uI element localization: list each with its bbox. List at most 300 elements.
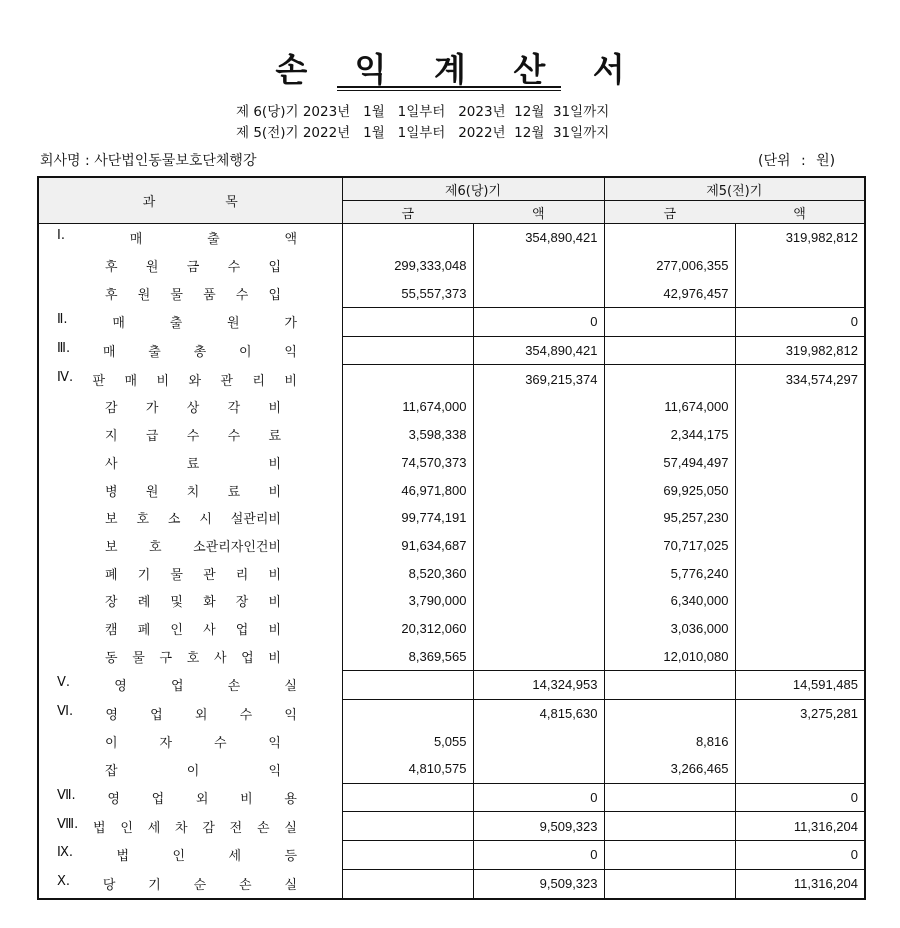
current-total-amount bbox=[473, 642, 604, 670]
current-sub-amount: 299,333,048 bbox=[342, 252, 473, 280]
label-part: 원 bbox=[227, 316, 240, 332]
label-part: 호 bbox=[149, 539, 162, 555]
previous-total-amount bbox=[735, 252, 864, 280]
label-part: 물 bbox=[132, 650, 145, 666]
label-part: 원 bbox=[145, 484, 159, 500]
company-name: 회사명 : 사단법인동물보호단체행강 bbox=[40, 153, 257, 169]
previous-total-amount bbox=[735, 279, 864, 307]
label-part: 인 bbox=[170, 622, 183, 638]
account-cell bbox=[39, 449, 342, 477]
label-part: 폐 bbox=[105, 567, 118, 583]
account-label bbox=[39, 256, 281, 275]
previous-sub-amount bbox=[604, 671, 735, 700]
table-row bbox=[39, 336, 864, 365]
table-row bbox=[39, 727, 864, 755]
current-sub-amount: 3,598,338 bbox=[342, 421, 473, 449]
label-part: 후 bbox=[105, 287, 118, 303]
current-sub-amount bbox=[342, 365, 473, 393]
label-part: 품 bbox=[203, 287, 216, 303]
account-label bbox=[39, 425, 281, 444]
previous-total-amount: 0 bbox=[735, 783, 864, 812]
account-cell bbox=[39, 308, 342, 337]
label-part: 수 bbox=[213, 735, 227, 751]
previous-total-amount: 11,316,204 bbox=[735, 812, 864, 841]
account-cell bbox=[39, 393, 342, 421]
current-sub-amount: 91,634,687 bbox=[342, 532, 473, 560]
label-part: 법 bbox=[93, 820, 106, 836]
account-label bbox=[39, 874, 297, 893]
table-row bbox=[39, 869, 864, 897]
account-label bbox=[39, 647, 281, 666]
label-part: 업 bbox=[235, 622, 249, 638]
current-amount-header-b: 액 bbox=[473, 201, 604, 224]
account-label bbox=[39, 845, 297, 864]
label-part: 외 bbox=[195, 792, 209, 808]
label-part: 보 bbox=[105, 512, 118, 528]
current-total-amount bbox=[473, 252, 604, 280]
previous-total-amount bbox=[735, 615, 864, 643]
current-sub-amount bbox=[342, 336, 473, 365]
label-part: 장 bbox=[105, 595, 118, 611]
current-amount-header-a: 금 bbox=[342, 201, 473, 224]
label-part: 이 bbox=[186, 763, 200, 779]
current-sub-amount bbox=[342, 308, 473, 337]
current-total-amount bbox=[473, 449, 604, 477]
previous-sub-amount bbox=[604, 699, 735, 727]
label-part: 손 bbox=[227, 679, 241, 695]
previous-total-amount bbox=[735, 642, 864, 670]
account-header-char: 목 bbox=[225, 195, 238, 210]
label-part: 출 bbox=[169, 316, 183, 332]
income-statement-table bbox=[39, 178, 864, 898]
label-part: 원 bbox=[145, 260, 159, 276]
label-part: 수 bbox=[235, 287, 249, 303]
label-part: 비 bbox=[268, 401, 281, 417]
label-part: 비 bbox=[268, 484, 281, 500]
label-part: 입 bbox=[268, 287, 281, 303]
label-part: 익 bbox=[268, 735, 281, 751]
header-row-1 bbox=[39, 178, 864, 201]
previous-total-amount bbox=[735, 504, 864, 532]
account-label bbox=[39, 536, 281, 555]
label-part: 감 bbox=[105, 401, 118, 417]
table-row bbox=[39, 504, 864, 532]
label-part: Ⅷ. bbox=[57, 816, 79, 832]
label-part: 실 bbox=[284, 877, 297, 893]
current-total-amount: 14,324,953 bbox=[473, 671, 604, 700]
account-header bbox=[39, 178, 342, 224]
label-part: 화 bbox=[203, 595, 216, 611]
label-part: 비 bbox=[268, 650, 281, 666]
account-label bbox=[39, 370, 297, 389]
label-part: 손 bbox=[239, 877, 252, 893]
label-part: 비 bbox=[268, 622, 281, 638]
current-sub-amount: 8,369,565 bbox=[342, 642, 473, 670]
previous-sub-amount bbox=[604, 783, 735, 812]
previous-total-amount: 319,982,812 bbox=[735, 336, 864, 365]
current-total-amount bbox=[473, 532, 604, 560]
current-total-amount bbox=[473, 476, 604, 504]
label-part: 기 bbox=[137, 567, 151, 583]
previous-total-amount: 0 bbox=[735, 841, 864, 870]
table-row bbox=[39, 252, 864, 280]
label-part: 가 bbox=[284, 316, 297, 332]
current-total-amount bbox=[473, 279, 604, 307]
label-part: 원 bbox=[137, 287, 151, 303]
table-row bbox=[39, 421, 864, 449]
previous-sub-amount bbox=[604, 336, 735, 365]
account-label bbox=[39, 675, 297, 694]
previous-amount-header-a: 금 bbox=[604, 201, 735, 224]
label-part: 판 bbox=[92, 373, 106, 389]
previous-sub-amount bbox=[604, 365, 735, 393]
label-part: 영 bbox=[105, 707, 118, 723]
current-sub-amount: 99,774,191 bbox=[342, 504, 473, 532]
current-sub-amount bbox=[342, 224, 473, 252]
table-row bbox=[39, 841, 864, 870]
label-part: 급 bbox=[145, 429, 159, 445]
current-total-amount bbox=[473, 393, 604, 421]
label-part: 입 bbox=[268, 260, 281, 276]
label-part: 사 bbox=[105, 456, 118, 472]
current-sub-amount: 4,810,575 bbox=[342, 755, 473, 783]
previous-total-amount: 3,275,281 bbox=[735, 699, 864, 727]
current-sub-amount: 3,790,000 bbox=[342, 587, 473, 615]
previous-sub-amount bbox=[604, 812, 735, 841]
table-row bbox=[39, 224, 864, 252]
label-part: 수 bbox=[186, 429, 200, 445]
label-part: Ⅲ. bbox=[57, 341, 71, 357]
current-sub-amount bbox=[342, 783, 473, 812]
label-part: 영 bbox=[107, 792, 120, 808]
table-row bbox=[39, 755, 864, 783]
table-row bbox=[39, 476, 864, 504]
account-cell bbox=[39, 504, 342, 532]
label-part: Ⅶ. bbox=[57, 788, 76, 804]
label-part: 수 bbox=[239, 707, 253, 723]
current-sub-amount: 5,055 bbox=[342, 727, 473, 755]
account-label bbox=[39, 788, 297, 807]
account-cell bbox=[39, 727, 342, 755]
label-part: 관 bbox=[220, 373, 233, 389]
label-part: 지 bbox=[105, 429, 118, 445]
account-cell bbox=[39, 587, 342, 615]
account-cell bbox=[39, 671, 342, 700]
current-total-amount: 354,890,421 bbox=[473, 224, 604, 252]
label-part: 페 bbox=[137, 622, 151, 638]
label-part: 법 bbox=[116, 849, 130, 865]
label-part: 관 bbox=[203, 567, 216, 583]
current-total-amount bbox=[473, 615, 604, 643]
label-part: 액 bbox=[284, 232, 297, 248]
label-part: 비 bbox=[268, 567, 281, 583]
label-part: 인 bbox=[172, 849, 186, 865]
previous-total-amount: 0 bbox=[735, 308, 864, 337]
account-label bbox=[39, 619, 281, 638]
label-part: 차 bbox=[175, 820, 188, 836]
table-row bbox=[39, 279, 864, 307]
current-total-amount bbox=[473, 421, 604, 449]
title-underline-thin bbox=[337, 90, 561, 91]
previous-total-amount bbox=[735, 559, 864, 587]
account-cell bbox=[39, 755, 342, 783]
table-row bbox=[39, 615, 864, 643]
label-part: 설관리비 bbox=[230, 512, 281, 528]
label-part: 장 bbox=[235, 595, 249, 611]
label-part: 잡 bbox=[105, 763, 118, 779]
previous-total-amount: 319,982,812 bbox=[785, 230, 858, 246]
previous-sub-amount: 277,006,355 bbox=[604, 252, 735, 280]
previous-sub-amount: 12,010,080 bbox=[604, 642, 735, 670]
table-row bbox=[39, 699, 864, 727]
table-row bbox=[39, 449, 864, 477]
current-sub-amount: 46,971,800 bbox=[342, 476, 473, 504]
current-period-header: 제6(당)기 bbox=[342, 178, 604, 201]
label-part: 순 bbox=[193, 877, 207, 893]
label-part: 매 bbox=[124, 373, 138, 389]
account-cell bbox=[39, 336, 342, 365]
label-part: 료 bbox=[186, 456, 200, 472]
previous-sub-amount: 11,674,000 bbox=[604, 393, 735, 421]
previous-sub-amount: 5,776,240 bbox=[604, 559, 735, 587]
current-total-amount: 369,215,374 bbox=[473, 365, 604, 393]
account-cell bbox=[39, 365, 342, 393]
account-label bbox=[39, 508, 281, 527]
previous-sub-amount: 42,976,457 bbox=[604, 279, 735, 307]
label-part: 료 bbox=[268, 429, 281, 445]
previous-total-amount bbox=[735, 727, 864, 755]
account-label bbox=[39, 704, 297, 723]
table-row bbox=[39, 559, 864, 587]
account-cell bbox=[39, 279, 342, 307]
current-total-amount bbox=[473, 587, 604, 615]
previous-sub-amount: 95,257,230 bbox=[604, 504, 735, 532]
label-part: 물 bbox=[170, 287, 183, 303]
previous-total-amount: 11,316,204 bbox=[735, 869, 864, 897]
previous-sub-amount bbox=[604, 308, 735, 337]
table-row bbox=[39, 671, 864, 700]
label-part: 사 bbox=[213, 650, 227, 666]
previous-total-amount bbox=[735, 393, 864, 421]
account-label bbox=[39, 228, 297, 247]
account-header-char: 과 bbox=[142, 195, 156, 210]
current-sub-amount: 11,674,000 bbox=[342, 393, 473, 421]
label-part: 용 bbox=[284, 792, 297, 808]
current-sub-amount: 74,570,373 bbox=[342, 449, 473, 477]
label-part: 소 bbox=[167, 512, 181, 528]
account-cell bbox=[39, 812, 342, 841]
account-label bbox=[39, 760, 281, 779]
current-total-amount bbox=[473, 504, 604, 532]
previous-sub-amount: 57,494,497 bbox=[604, 449, 735, 477]
label-part: 각 bbox=[227, 401, 241, 417]
label-part: 출 bbox=[207, 232, 220, 248]
account-cell bbox=[39, 783, 342, 812]
label-part: 등 bbox=[284, 849, 297, 865]
previous-sub-amount bbox=[604, 841, 735, 870]
current-period: 제 6(당)기 2023년 1월 1일부터 2023년 12월 31일까지 bbox=[236, 104, 610, 120]
table-row bbox=[39, 365, 864, 393]
previous-total-amount bbox=[735, 755, 864, 783]
label-part: 자 bbox=[159, 735, 173, 751]
current-total-amount: 4,815,630 bbox=[473, 699, 604, 727]
document-title: 손 익 계 산 서 bbox=[275, 50, 643, 89]
label-part: 리 bbox=[252, 373, 265, 389]
label-part: 영 bbox=[114, 679, 127, 695]
label-part: 실 bbox=[284, 820, 297, 836]
title-underline bbox=[337, 86, 561, 88]
account-cell bbox=[39, 559, 342, 587]
label-part: 업 bbox=[241, 650, 254, 666]
previous-period: 제 5(전)기 2022년 1월 1일부터 2022년 12월 31일까지 bbox=[236, 125, 610, 141]
current-sub-amount bbox=[342, 841, 473, 870]
label-part: 치 bbox=[186, 484, 200, 500]
table-row bbox=[39, 642, 864, 670]
label-part: 업 bbox=[170, 679, 184, 695]
label-part: 시 bbox=[199, 512, 212, 528]
account-label bbox=[39, 453, 281, 472]
label-part: 병 bbox=[105, 484, 118, 500]
current-total-amount: 0 bbox=[473, 841, 604, 870]
account-cell bbox=[39, 869, 342, 897]
label-part: 호 bbox=[186, 650, 200, 666]
current-total-amount bbox=[473, 559, 604, 587]
label-part: 물 bbox=[170, 567, 183, 583]
label-part: 캠 bbox=[105, 622, 118, 638]
previous-amount-header-b: 액 bbox=[735, 201, 864, 224]
table-row bbox=[39, 393, 864, 421]
current-total-amount: 354,890,421 bbox=[473, 336, 604, 365]
label-part: 소관리자인건비 bbox=[193, 539, 281, 555]
label-part: Ⅸ. bbox=[57, 845, 74, 861]
label-part: Ⅱ. bbox=[57, 312, 68, 328]
label-part: 매 bbox=[129, 232, 143, 248]
previous-sub-amount: 2,344,175 bbox=[604, 421, 735, 449]
account-label bbox=[39, 732, 281, 751]
label-part: 익 bbox=[284, 707, 297, 723]
label-part: 호 bbox=[136, 512, 149, 528]
label-part: 비 bbox=[268, 595, 281, 611]
label-part: 업 bbox=[150, 707, 163, 723]
label-part: 보 bbox=[105, 539, 118, 555]
label-part: Ⅹ. bbox=[57, 873, 71, 889]
label-part: 상 bbox=[186, 401, 200, 417]
label-part: 익 bbox=[268, 763, 281, 779]
account-label bbox=[39, 817, 297, 836]
label-part: 손 bbox=[257, 820, 270, 836]
label-part: 사 bbox=[203, 622, 216, 638]
account-label bbox=[39, 397, 281, 416]
label-part: Ⅵ. bbox=[57, 703, 74, 719]
label-part: 가 bbox=[145, 401, 159, 417]
label-part: 와 bbox=[188, 373, 202, 389]
account-label bbox=[39, 312, 297, 331]
label-part: Ⅰ. bbox=[57, 228, 65, 244]
label-part: 비 bbox=[268, 456, 281, 472]
label-part: 후 bbox=[105, 260, 118, 276]
table-row bbox=[39, 532, 864, 560]
label-part: Ⅴ. bbox=[57, 675, 71, 691]
current-total-amount: 0 bbox=[473, 783, 604, 812]
label-part: 이 bbox=[105, 735, 118, 751]
previous-total-amount bbox=[735, 476, 864, 504]
current-sub-amount bbox=[342, 699, 473, 727]
account-label bbox=[39, 481, 281, 500]
label-part: 례 bbox=[137, 595, 151, 611]
label-part: 금 bbox=[186, 260, 200, 276]
table-row bbox=[39, 783, 864, 812]
current-sub-amount: 20,312,060 bbox=[342, 615, 473, 643]
current-total-amount: 9,509,323 bbox=[473, 812, 604, 841]
account-cell bbox=[39, 642, 342, 670]
account-label bbox=[39, 564, 281, 583]
current-sub-amount bbox=[342, 869, 473, 897]
label-part: 총 bbox=[193, 345, 207, 361]
account-cell bbox=[39, 224, 342, 252]
current-sub-amount: 8,520,360 bbox=[342, 559, 473, 587]
table-row bbox=[39, 308, 864, 337]
label-part: 감 bbox=[202, 820, 215, 836]
unit-label: (단위 : 원) bbox=[758, 153, 836, 169]
label-part: 인 bbox=[120, 820, 133, 836]
previous-sub-amount bbox=[604, 869, 735, 897]
current-sub-amount bbox=[342, 812, 473, 841]
label-part: 당 bbox=[102, 877, 116, 893]
account-cell bbox=[39, 841, 342, 870]
label-part: 비 bbox=[284, 373, 297, 389]
label-part: 리 bbox=[235, 567, 249, 583]
table-row bbox=[39, 812, 864, 841]
account-cell bbox=[39, 532, 342, 560]
label-part: 구 bbox=[159, 650, 173, 666]
label-part: 수 bbox=[227, 260, 241, 276]
previous-sub-amount: 3,266,465 bbox=[604, 755, 735, 783]
label-part: 동 bbox=[105, 650, 118, 666]
previous-sub-amount: 70,717,025 bbox=[604, 532, 735, 560]
label-part: 및 bbox=[170, 595, 183, 611]
label-part: 기 bbox=[148, 877, 161, 893]
previous-period-header: 제5(전)기 bbox=[604, 178, 864, 201]
label-part: 매 bbox=[112, 316, 125, 332]
label-part: 비 bbox=[240, 792, 253, 808]
account-cell bbox=[39, 615, 342, 643]
previous-total-amount bbox=[735, 421, 864, 449]
previous-sub-amount: 69,925,050 bbox=[604, 476, 735, 504]
label-part: 세 bbox=[228, 849, 242, 865]
previous-total-amount bbox=[735, 449, 864, 477]
account-cell bbox=[39, 421, 342, 449]
previous-total-amount: 334,574,297 bbox=[735, 365, 864, 393]
previous-total-amount: 14,591,485 bbox=[735, 671, 864, 700]
label-part: 수 bbox=[227, 429, 241, 445]
previous-sub-amount: 8,816 bbox=[604, 727, 735, 755]
label-part: 업 bbox=[151, 792, 165, 808]
label-part: Ⅳ. bbox=[57, 369, 74, 385]
label-part: 전 bbox=[229, 820, 243, 836]
account-label bbox=[39, 341, 297, 360]
previous-total-amount bbox=[735, 587, 864, 615]
previous-sub-amount bbox=[604, 224, 735, 252]
account-label bbox=[39, 591, 281, 610]
account-cell bbox=[39, 476, 342, 504]
current-sub-amount: 55,557,373 bbox=[342, 279, 473, 307]
label-part: 익 bbox=[284, 345, 297, 361]
account-label bbox=[39, 284, 281, 303]
table-row bbox=[39, 587, 864, 615]
current-total-amount bbox=[473, 727, 604, 755]
label-part: 비 bbox=[156, 373, 170, 389]
current-total-amount: 0 bbox=[473, 308, 604, 337]
